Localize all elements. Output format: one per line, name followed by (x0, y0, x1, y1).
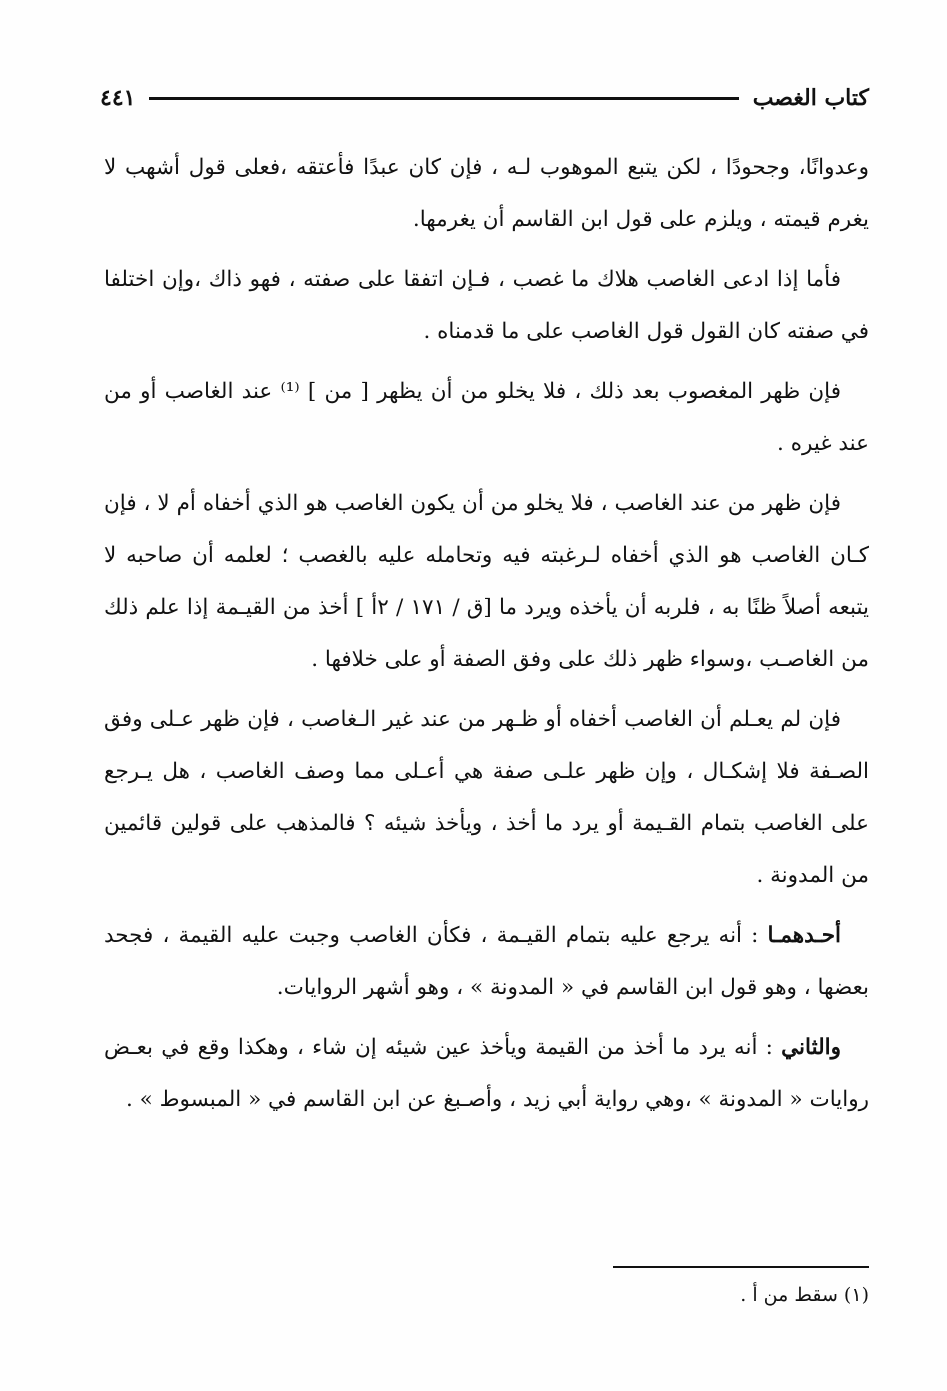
footnote-rule (613, 1266, 869, 1268)
paragraph-text: وعدوانًا، وجحودًا ، لكن يتبع الموهوب لـه ، فإن كان عبدًا فأعتقه ،فعلى قول أشهب لا يغرم قيمته ، ويلزم على قول ابن القاسم أن يغرمها. (104, 155, 869, 232)
paragraph (104, 478, 869, 686)
paragraph (104, 254, 869, 358)
paragraph (104, 694, 869, 902)
body-text (104, 142, 869, 1134)
paragraph-text: فإن ظهر المغصوب بعد ذلك ، فلا يخلو من أن يظهر [ من ] ⁽¹⁾ عند الغاصب أو من عند غيره . (104, 379, 869, 456)
paragraph-lead: أحـدهمـا (767, 923, 841, 948)
paragraph (104, 1022, 869, 1126)
page-number: ٤٤١ (100, 85, 136, 111)
paragraph-text: : أنه يرد ما أخذ من القيمة ويأخذ عين شيئه إن شاء ، وهكذا وقع في بعـض روايات « المدونة » ،وهي رواية أبي زيد ، وأصـبغ عن ابن القاسم في « المبسوط » . (104, 1035, 869, 1112)
paragraph-text: : أنه يرجع عليه بتمام القيـمة ، فكأن الغاصب وجبت عليه القيمة ، فجحد بعضها ، وهو قول ابن القاسم في « المدونة » ، وهو أشهر الروايات. (104, 923, 869, 1000)
paragraph-text: فأما إذا ادعى الغاصب هلاك ما غصب ، فـإن اتفقا على صفته ، فهو ذاك ،وإن اختلفا في صفته كان القول قول الغاصب على ما قدمناه . (104, 267, 869, 344)
paragraph (104, 366, 869, 470)
paragraph-text: فإن لم يعـلم أن الغاصب أخفاه أو ظـهر من عند غير الـغاصب ، فإن ظهر عـلى وفق الصـفة فلا إشكـال ، وإن ظهر علـى صفة هي أعـلى مما وصف الغاصب ، هل يـرجع على الغاصب بتمام القـيمة أو يرد ما أخذ ، ويأخذ شيئه ؟ فالمذهب على قولين قائمين من المدونة . (104, 707, 869, 888)
footnote: (١) سقط من أ . (740, 1284, 869, 1306)
header-rule (149, 97, 738, 100)
paragraph-text: فإن ظهر من عند الغاصب ، فلا يخلو من أن يكون الغاصب هو الذي أخفاه أم لا ، فإن كـان الغاصب هو الذي أخفاه لـرغبته فيه وتحامله عليه بالغصب ؛ لعلمه أن صاحبه لا يتبعه أصلاً ظنًا به ، فلربه أن يأخذه ويرد ما [ق / ١٧١ / ٢أ ] أخذ من القيـمة إذا علم ذلك من الغاصـب ،وسواء ظهر ذلك على وفق الصفة أو على خلافها . (104, 491, 869, 672)
paragraph-lead: والثاني (781, 1035, 841, 1060)
chapter-title: كتاب الغصب (752, 85, 869, 111)
running-header (100, 78, 869, 118)
paragraph (104, 142, 869, 246)
paragraph (104, 910, 869, 1014)
